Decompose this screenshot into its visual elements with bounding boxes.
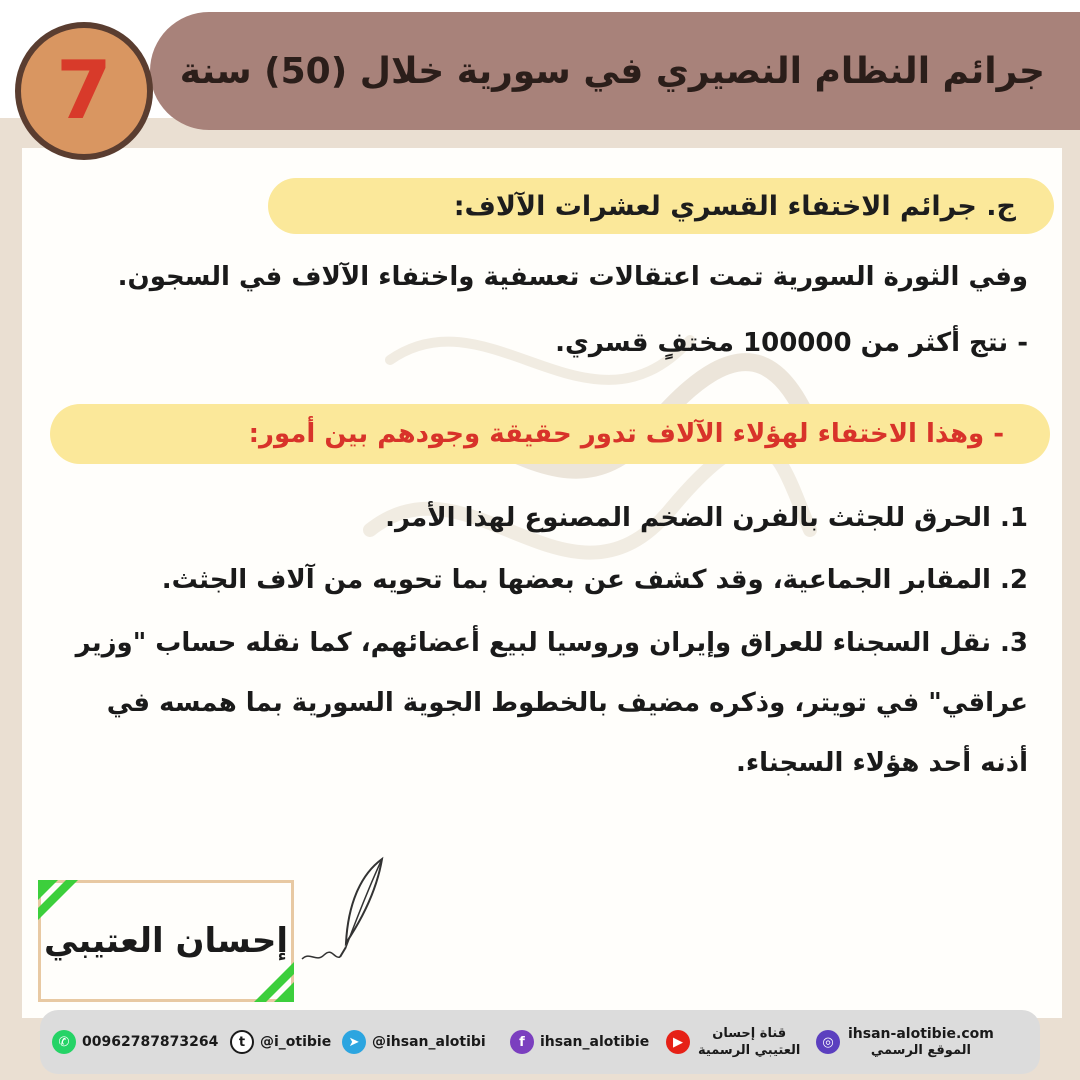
telegram-contact[interactable] <box>342 1010 486 1074</box>
list-item: 2. المقابر الجماعية، وقد كشف عن بعضها بما تحويه من آلاف الجثث. <box>161 565 1028 595</box>
whatsapp-contact[interactable] <box>52 1010 218 1074</box>
facebook-icon: f <box>510 1030 534 1054</box>
website-label <box>848 1026 994 1059</box>
episode-number: 7 <box>56 44 112 137</box>
episode-badge <box>15 22 153 160</box>
subheading-highlight <box>50 404 1050 464</box>
paragraph-2: - نتج أكثر من 100000 مختفٍ قسري. <box>555 328 1028 358</box>
list-item: 1. الحرق للجثث بالفرن الضخم المصنوع لهذا الأمر. <box>385 503 1028 533</box>
paragraph-1: وفي الثورة السورية تمت اعتقالات تعسفية واختفاء الآلاف في السجون. <box>117 262 1028 292</box>
subheading: - وهذا الاختفاء لهؤلاء الآلاف تدور حقيقة وجودهم بين أمور: <box>248 419 1004 449</box>
website-caption: الموقع الرسمي <box>870 1042 972 1058</box>
facebook-contact[interactable] <box>510 1010 649 1074</box>
title-banner <box>150 12 1080 130</box>
corner-stripes-top-left <box>38 880 98 940</box>
youtube-label-line2: العتيبي الرسمية <box>698 1043 801 1058</box>
twitter-handle: @i_otibie <box>260 1034 332 1050</box>
section-heading: ج. جرائم الاختفاء القسري لعشرات الآلاف: <box>453 190 1016 222</box>
page-title: جرائم النظام النصيري في سورية خلال (50) سنة <box>179 50 1045 92</box>
website-contact[interactable] <box>816 1010 994 1074</box>
youtube-label-line1: قناة إحسان <box>712 1026 787 1041</box>
twitter-icon: t <box>230 1030 254 1054</box>
whatsapp-icon: ✆ <box>52 1030 76 1054</box>
footer-bar <box>40 1010 1040 1074</box>
whatsapp-number: 00962787873264 <box>82 1034 219 1050</box>
youtube-contact[interactable] <box>666 1010 800 1074</box>
facebook-handle: ihsan_alotibie <box>540 1034 650 1050</box>
website-url: ihsan-alotibie.com <box>848 1025 994 1042</box>
youtube-label <box>698 1025 800 1059</box>
author-name: إحسان العتيبي <box>43 921 289 961</box>
feather-quill-icon <box>300 855 395 965</box>
list-item-continuation: أذنه أحد هؤلاء السجناء. <box>735 748 1028 778</box>
globe-icon: ◎ <box>816 1030 840 1054</box>
corner-stripes-bottom-right <box>234 942 294 1002</box>
telegram-handle: @ihsan_alotibi <box>372 1034 486 1050</box>
list-item-continuation: عراقي" في تويتر، وذكره مضيف بالخطوط الجوية السورية بما همسه في <box>106 688 1028 718</box>
youtube-icon: ▶ <box>666 1030 690 1054</box>
telegram-icon: ➤ <box>342 1030 366 1054</box>
section-heading-highlight <box>268 178 1054 234</box>
twitter-contact[interactable] <box>230 1010 331 1074</box>
list-item: 3. نقل السجناء للعراق وإيران وروسيا لبيع أعضائهم، كما نقله حساب "وزير <box>75 628 1028 658</box>
